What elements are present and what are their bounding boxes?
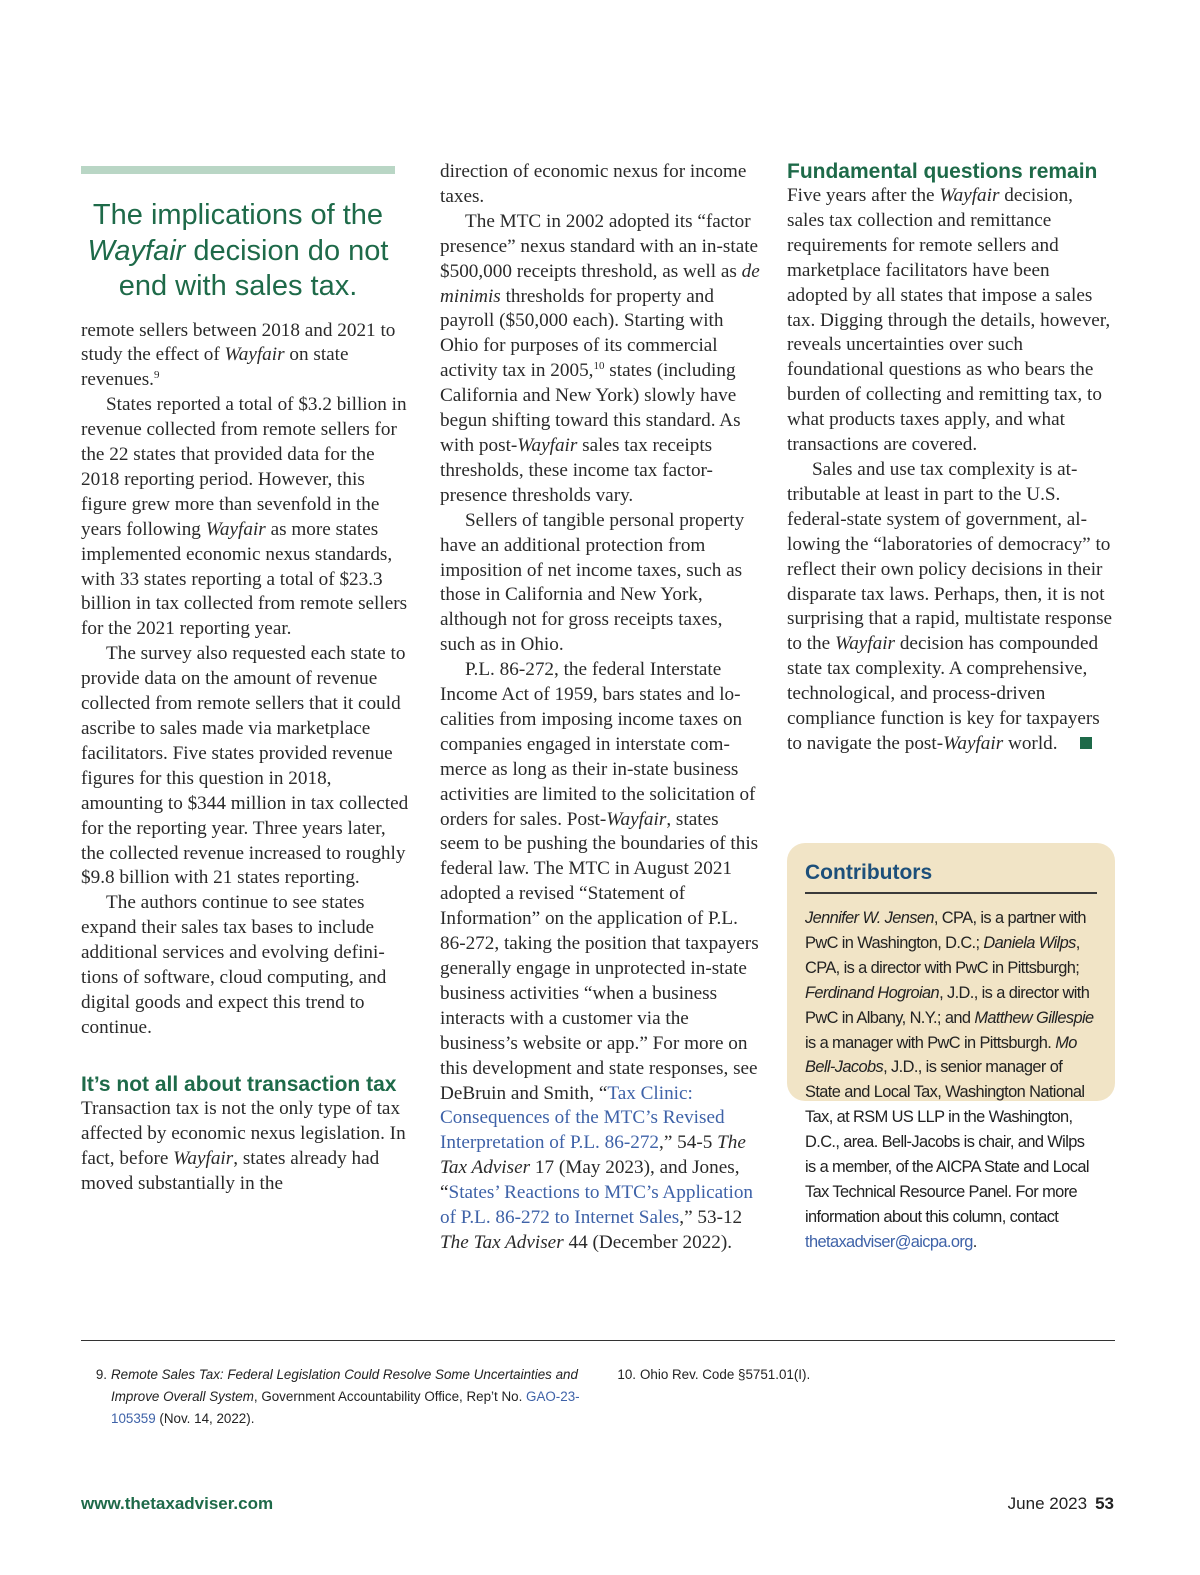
paragraph bbox=[81, 393, 409, 642]
italic-text: Remote Sales Tax: Federal Legislation Could Resolve Some Uncertainties and Improve Overall System bbox=[111, 1367, 578, 1404]
text-run: , states already had moved substantially in the bbox=[81, 1147, 380, 1194]
footnote-number: 9. bbox=[95, 1367, 107, 1382]
text-run: The MTC in 2002 adopted its “factor presence” nexus standard with an in-state $500,000 receipts threshold, as well as bbox=[440, 210, 759, 282]
paragraph bbox=[440, 160, 762, 210]
page-number: 53 bbox=[1095, 1494, 1114, 1513]
column-2 bbox=[440, 160, 762, 1256]
footnote-ref[interactable]: 10 bbox=[593, 360, 605, 373]
text-link[interactable]: Tax Clinic: Consequences of the MTC’s Revised Interpretation of P.L. 86-272 bbox=[440, 1082, 725, 1154]
section-heading: Fundamental questions remain bbox=[787, 160, 1098, 183]
italic-text: Wayfair bbox=[606, 808, 667, 830]
text-run: , J.D., is a director with PwC in Albany, N.Y.; and bbox=[805, 983, 1090, 1027]
text-run: , states seem to be pushing the boundaries of this federal law. The MTC in August 2021 adopted a revised “Statement of Information” on the application of P.L. 86-272, taking the position that taxpayers generally engage in unprotected in-state business activities “when a business interacts with a customer via the business’s website or app.” For more on this development and state responses, see DeBruin and Smith, “ bbox=[440, 808, 759, 1104]
footnote-text bbox=[111, 1364, 581, 1430]
text-run: is a manager with PwC in Pittsburgh. bbox=[805, 1033, 1056, 1052]
paragraph bbox=[81, 642, 409, 891]
text-run: sales tax receipts thresholds, these income tax factor-presence thresholds vary. bbox=[440, 434, 713, 506]
text-run: 17 (May 2023), and Jones, “ bbox=[440, 1157, 740, 1204]
italic-text: Matthew Gillespie bbox=[974, 1008, 1094, 1027]
text-run: Sellers of tangible personal property have an additional protection from imposition of net income taxes, such as those in California and New York, although not for gross receipts taxes, such as in Ohio. bbox=[440, 509, 745, 656]
text-run: Ohio Rev. Code §5751.01(I). bbox=[640, 1367, 811, 1382]
italic-text: Mo Bell-Jacobs bbox=[805, 1033, 1077, 1077]
italic-text: Wayfair bbox=[943, 732, 1004, 754]
paragraph bbox=[81, 319, 409, 394]
text-run: decision, sales tax collection and remittance requirements for remote sellers and marketplace facilitators have been adopted by all states that impose a sales tax. Digging through the details, however, reveals uncertainties over such foundational questions as who bears the burden of collecting and remitting tax, to what products taxes apply, and what transactions are covered. bbox=[787, 185, 1111, 456]
footer-date: June 2023 bbox=[1007, 1494, 1088, 1513]
text-link[interactable]: States’ Reactions to MTC’s Application of P.L. 86-272 to Internet Sales bbox=[440, 1182, 754, 1229]
text-run: direction of economic nexus for income taxes. bbox=[440, 161, 747, 207]
contributors-body bbox=[805, 906, 1097, 1255]
paragraph bbox=[440, 509, 762, 658]
text-run: , J.D., is senior manager of State and Local Tax, Washington National Tax, at RSM US LLP in the Washington, D.C., area. Bell-Jacobs is chair, and Wilps is a member, of the AICPA State and Local Tax Technical Resource Panel. For more information about this column, contact bbox=[805, 1058, 1089, 1226]
text-run: as more states implemented economic nexus standards, with 33 states reporting a total of $23.3 billion in tax collected from remote sellers for the 2021 reporting year. bbox=[81, 518, 408, 640]
text-run: States reported a total of $3.2 billion in revenue collected from remote sellers for the 22 states that provided data for the 2018 reporting period. However, this figure grew more than sevenfold in the years following bbox=[81, 394, 407, 540]
paragraph bbox=[81, 891, 409, 1040]
contributors-box bbox=[787, 843, 1115, 1251]
italic-text: Wayfair bbox=[173, 1147, 234, 1169]
paragraph bbox=[440, 658, 762, 1256]
section-heading: It’s not all about transaction tax bbox=[81, 1072, 397, 1096]
italic-text: Wayfair bbox=[224, 344, 285, 366]
text-run: , CPA, is a director with PwC in Pittsburgh; bbox=[805, 933, 1080, 977]
pullquote: The implications of the Wayfair decision do not end with sales tax. bbox=[87, 199, 389, 302]
text-run: 44 (December 2022). bbox=[563, 1231, 733, 1253]
text-run: The authors continue to see states expand their sales tax bases to include additional services and evolving definitions of software, cloud computing, and digital goods and expect this trend to continue. bbox=[81, 892, 387, 1038]
italic-text: Daniela Wilps bbox=[983, 933, 1076, 952]
italic-text: The Tax Adviser bbox=[440, 1132, 746, 1179]
text-run: Five years after the bbox=[787, 185, 940, 206]
footnote-9 bbox=[81, 1364, 581, 1430]
text-link[interactable]: GAO-23-105359 bbox=[111, 1389, 580, 1426]
text-run: ,” 54-5 bbox=[659, 1132, 718, 1154]
footnote-number: 10. bbox=[617, 1367, 636, 1382]
text-run: on state revenues. bbox=[81, 344, 349, 391]
italic-text: de minimis bbox=[440, 260, 760, 307]
italic-text: Wayfair bbox=[834, 633, 896, 655]
contributors-title: Contributors bbox=[805, 861, 1097, 894]
italic-text: Wayfair bbox=[205, 518, 266, 540]
text-run: world. bbox=[1003, 732, 1058, 754]
text-run: states (including California and New York) slowly have begun shifting toward this standard. As with post- bbox=[440, 360, 741, 456]
footer-issue bbox=[1008, 1494, 1114, 1514]
italic-text: The Tax Adviser bbox=[440, 1231, 564, 1253]
footnote-text bbox=[640, 1364, 910, 1386]
footnote-divider bbox=[81, 1340, 1115, 1341]
footnote-10 bbox=[610, 1364, 910, 1386]
footer-website[interactable]: www.thetaxadviser.com bbox=[81, 1494, 274, 1513]
pullquote-bar bbox=[81, 166, 395, 174]
text-run: , CPA, is a partner with PwC in Washington, D.C.; bbox=[805, 909, 1086, 952]
text-run: P.L. 86-272, the federal Interstate Income Act of 1959, bars states and localities from imposing income taxes on companies engaged in interstate commerce as long as their in-state business activities are limited to the solicitation of orders for sales. Post- bbox=[440, 659, 756, 830]
text-run: ,” 53-12 bbox=[679, 1207, 743, 1229]
text-run: Sales and use tax complexity is attributable at least in part to the U.S. federal-state system of government, allowing the “laboratories of democracy” to reflect their own policy decisions in their disparate tax laws. Perhaps, then, it is not surprising that a rapid, multistate response to the bbox=[787, 458, 1113, 655]
paragraph bbox=[81, 1097, 409, 1197]
paragraph bbox=[440, 210, 762, 509]
italic-text: Wayfair bbox=[939, 185, 1000, 206]
text-run: . bbox=[972, 1232, 977, 1251]
paragraph bbox=[787, 458, 1115, 757]
italic-text: Jennifer W. Jensen bbox=[805, 909, 934, 927]
text-run: decision has compounded state tax complexity. A comprehensive, technological, and process-driven compliance function is key for taxpayers to navigate the post- bbox=[787, 633, 1100, 754]
text-run: Transaction tax is not the only type of tax affected by economic nexus legislation. In fact, before bbox=[81, 1097, 406, 1169]
text-run: , Government Accountability Office, Rep’t No. bbox=[253, 1389, 527, 1404]
text-run: (Nov. 14, 2022). bbox=[155, 1411, 255, 1426]
column-1 bbox=[81, 160, 409, 1196]
text-run: remote sellers between 2018 and 2021 to study the effect of bbox=[81, 319, 396, 366]
italic-text: Ferdinand Hogroian bbox=[805, 983, 940, 1002]
text-link[interactable]: thetaxadviser@aicpa.org bbox=[805, 1232, 973, 1251]
text-run: thresholds for property and payroll ($50,000 each). Starting with Ohio for purposes of its commercial activity tax in 2005, bbox=[440, 285, 724, 382]
text-run: The survey also requested each state to provide data on the amount of revenue collected from remote sellers that it could ascribe to sales made via marketplace facilitators. Five states provided revenue figures for this question in 2018, amounting to $344 million in tax collected for the reporting year. Three years later, the collected revenue increased to roughly $9.8 billion with 21 states reporting. bbox=[81, 643, 409, 889]
italic-text: Wayfair bbox=[517, 434, 578, 456]
footnote-ref[interactable]: 9 bbox=[153, 369, 160, 382]
column-3 bbox=[787, 160, 1115, 757]
end-of-article-icon bbox=[1080, 737, 1092, 749]
paragraph bbox=[787, 184, 1115, 458]
